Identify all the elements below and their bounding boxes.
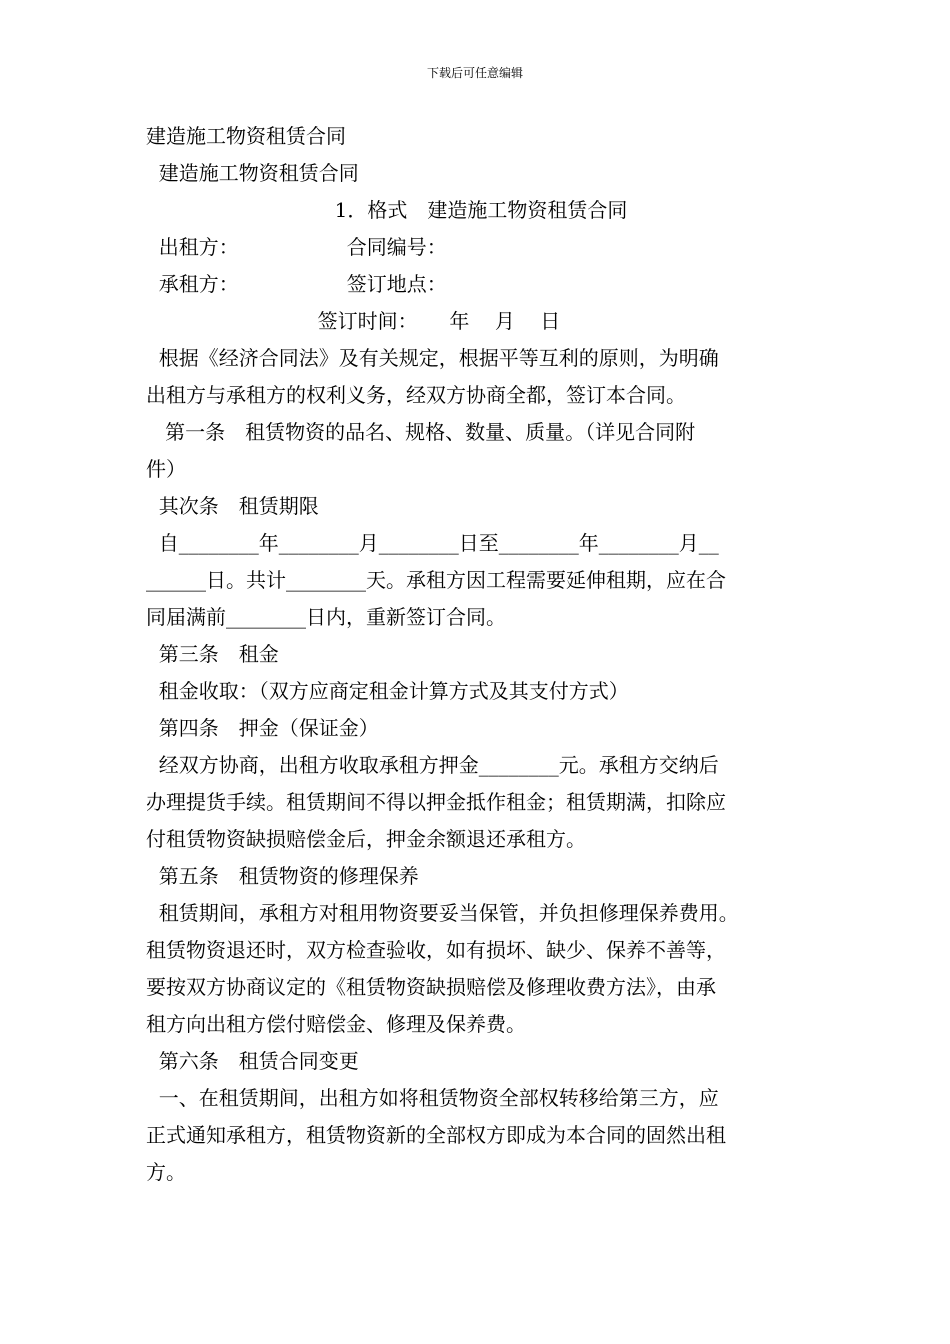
article-heading: 第一条 租赁物资的品名、规格、数量、质量。（详见合同附 (146, 420, 696, 444)
paragraph-line: ______日。共计________天。承租方因工程需要延伸租期，应在合 (146, 568, 726, 592)
paragraph-line: 正式通知承租方，租赁物资新的全部权方即成为本合同的固然出租 (146, 1123, 726, 1147)
article-heading: 第四条 押金（保证金） (146, 716, 379, 740)
sign-date-line: 签订时间： 年 月 日 (146, 309, 561, 333)
paragraph-line: 经双方协商，出租方收取承租方押金________元。承租方交纳后 (146, 753, 719, 777)
paragraph-line: 付租赁物资缺损赔偿金后，押金余额退还承租方。 (146, 827, 586, 851)
article-heading: 第五条 租赁物资的修理保养 (146, 864, 419, 888)
paragraph-line: 租赁期间，承租方对租用物资要妥当保管，并负担修理保养费用。 (146, 901, 739, 925)
paragraph-line: 根据《经济合同法》及有关规定，根据平等互利的原则，为明确 (146, 346, 719, 370)
paragraph-line: 租方向出租方偿付赔偿金、修理及保养费。 (146, 1012, 526, 1036)
article-heading: 第六条 租赁合同变更 (146, 1049, 359, 1073)
paragraph-line: 办理提货手续。租赁期间不得以押金抵作租金；租赁期满，扣除应 (146, 790, 726, 814)
paragraph-line: 要按双方协商议定的《租赁物资缺损赔偿及修理收费方法》，由承 (146, 975, 716, 999)
paragraph-line: 出租方与承租方的权利义务，经双方协商全都，签订本合同。 (146, 383, 686, 407)
article-heading: 第三条 租金 (146, 642, 279, 666)
paragraph-line: 自________年________月________日至________年________月__ (146, 531, 719, 555)
paragraph-line: 一、在租赁期间，出租方如将租赁物资全部权转移给第三方，应 (146, 1086, 719, 1110)
paragraph-line: 方。 (146, 1160, 186, 1184)
paragraph-line: 件） (146, 457, 186, 481)
document-subtitle: 建造施工物资租赁合同 (146, 161, 359, 185)
page-header-note: 下载后可任意编辑 (426, 66, 523, 80)
article-heading: 其次条 租赁期限 (146, 494, 319, 518)
lessee-line: 承租方： 签订地点： (146, 272, 447, 296)
paragraph-line: 租金收取：（双方应商定租金计算方式及其支付方式） (146, 679, 629, 703)
document-title: 建造施工物资租赁合同 (146, 124, 346, 148)
lessor-line: 出租方： 合同编号： (146, 235, 447, 259)
paragraph-line: 同届满前________日内，重新签订合同。 (146, 605, 506, 629)
format-heading: 1．格式 建造施工物资租赁合同 (334, 198, 628, 222)
document-body (146, 118, 816, 1191)
paragraph-line: 租赁物资退还时，双方检查验收，如有损坏、缺少、保养不善等， (146, 938, 726, 962)
